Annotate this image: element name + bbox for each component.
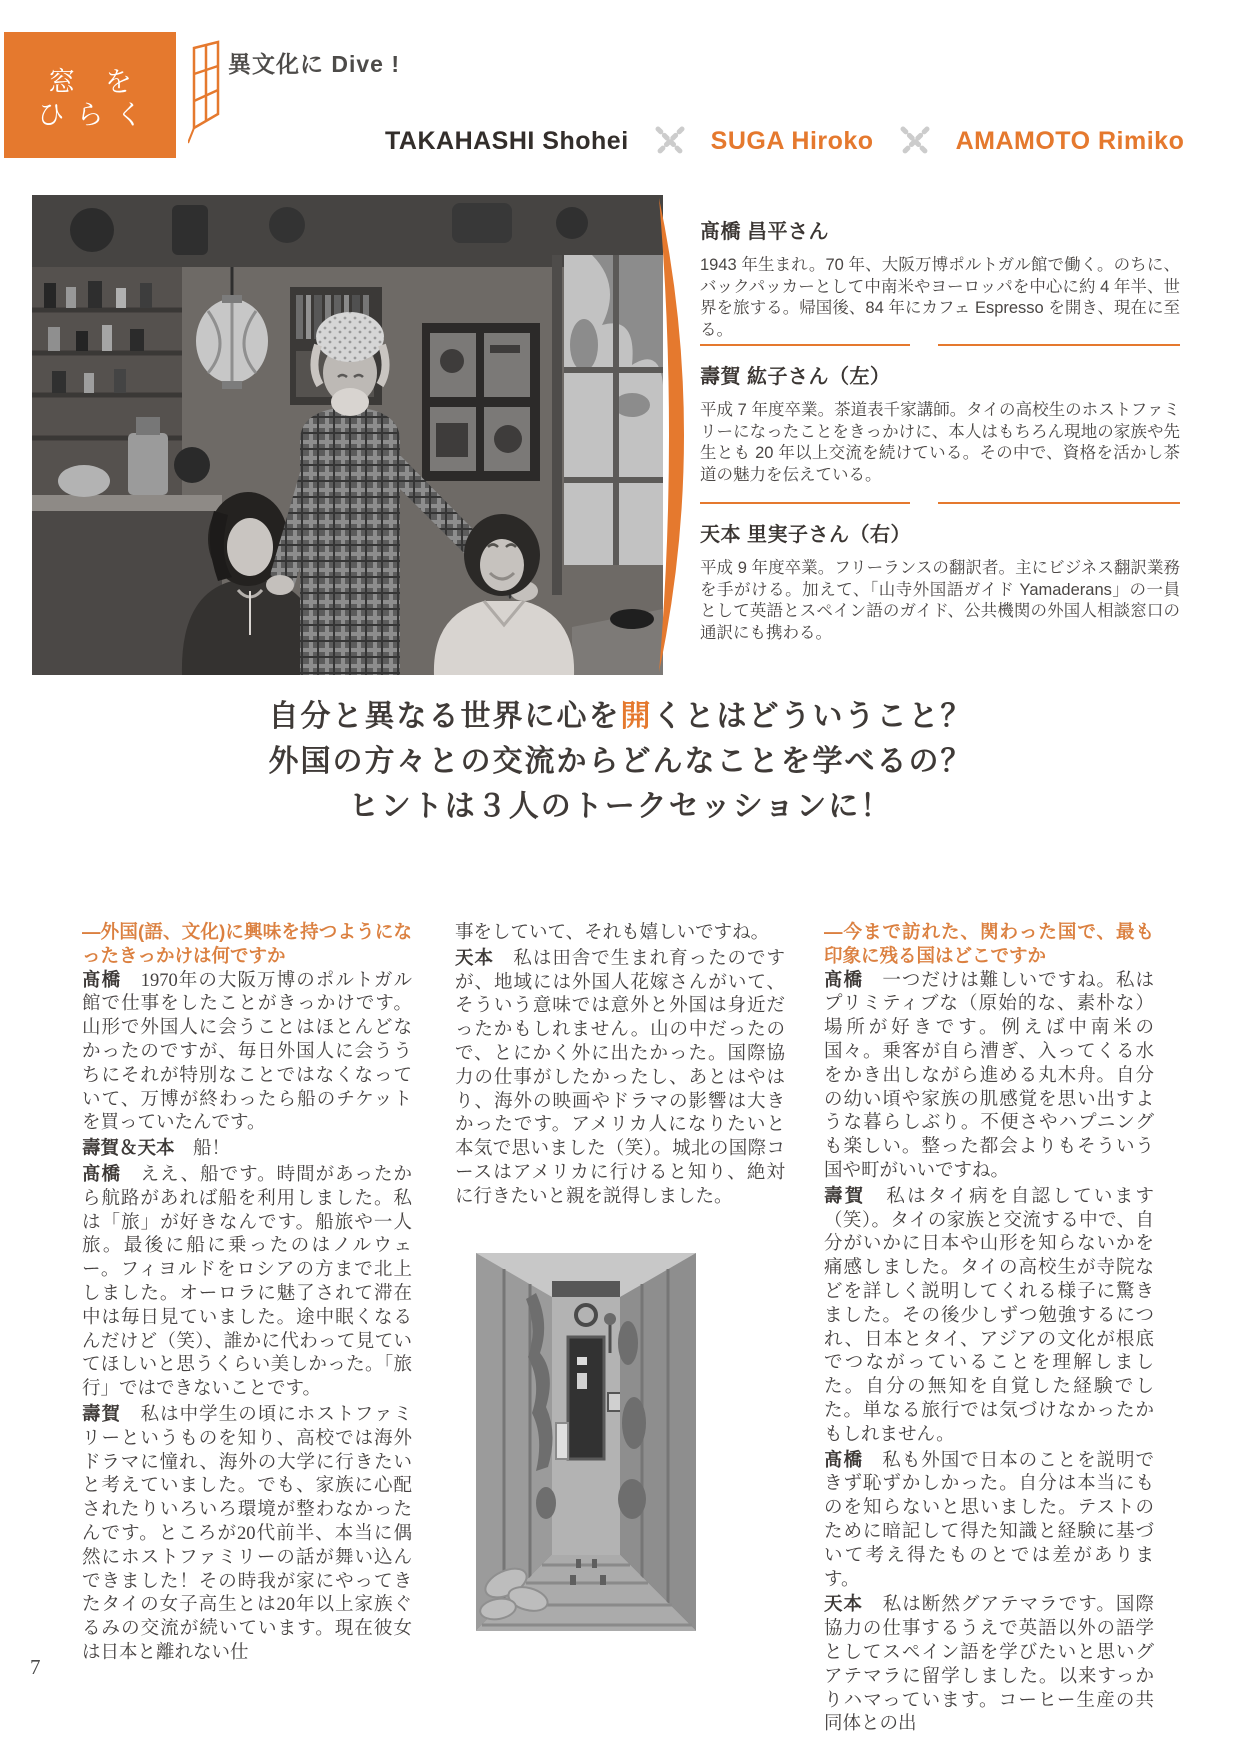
headline-line3: ヒントは３人のトークセッションに！ <box>348 790 893 823</box>
open-window-icon <box>188 40 222 144</box>
speaker-label: 髙橋 <box>824 968 863 990</box>
interview-question: —外国(語、文化)に興味を持つようになったきっかけは何ですか <box>82 921 412 966</box>
group-photo <box>32 195 663 675</box>
profile-bio: 1943 年生まれ。70 年、大阪万博ポルトガル館で働く。のちに、バックパッカーとして中南米やヨーロッパを中心に約 4 年半、世界を旅する。帰国後、84 年にカフェ Espresso を開き、現在に至る。 <box>700 256 1180 339</box>
page-number: 7 <box>30 1655 41 1679</box>
profile-amamoto <box>700 518 1180 644</box>
headline-line2: 外国の方々との交流からどんなことを学べるの？ <box>268 745 973 778</box>
headline-line1: 自分と異なる世界に心を開くとはどういうこと？ <box>268 700 973 733</box>
interview-paragraph: 壽賀＆天本 船！ <box>82 1137 231 1160</box>
profile-name: 壽賀 紘子さん（左） <box>700 366 891 388</box>
highlighted-character: 開 <box>620 700 653 733</box>
profile-divider <box>700 344 910 346</box>
profile-divider <box>938 502 1180 504</box>
speaker-label: 髙橋 <box>82 968 122 990</box>
interview-question: —今まで訪れた、関わった国で、最も印象に残る国はどこですか <box>824 921 1154 966</box>
speaker-label: 壽賀＆天本 <box>82 1137 175 1159</box>
interview-paragraph: 髙橋 1970年の大阪万博のポルトガル館で仕事をしたことがきっかけです。山形で外国人に会うことはほとんどなかったのですが、毎日外国人に会ううちにそれが特別なことではなくなっていて、万博が終わったら船のチケットを買っていたんです。 <box>82 968 412 1134</box>
profile-name: 髙橋 昌平さん <box>700 221 830 243</box>
interview-paragraph: 天本 私は田舎で生まれ育ったのですが、地域には外国人花嫁さんがいて、そういう意味では意外と外国は身近だったかもしれません。山の中だったので、とにかく外に出たかった。国際協力の仕事がしたかったし、あとはやはり、海外の映画やドラマの影響は大きかったです。アメリカ人になりたいと本気で思いました（笑）。城北の国際コースはアメリカに行けると知り、絶対に行きたいと親を説得しました。 <box>455 946 785 1207</box>
profile-suga <box>700 360 1180 486</box>
profile-takahashi <box>700 215 1180 341</box>
speaker-label: 壽賀 <box>824 1184 866 1206</box>
logo-text-line2: ひらく <box>37 100 155 131</box>
magazine-corner-logo <box>4 32 176 158</box>
alley-photo <box>476 1253 696 1631</box>
interview-paragraph: 髙橋 一つだけは難しいですね。私はプリミティブな（原始的な、素朴な）場所が好きです。例えば中南米の国々。乗客が自ら漕ぎ、入ってくる水をかき出しながら進める丸木舟。自分の幼い頃や家族の肌感覚を思い出すような暮らしぶり。不便さやハプニングも楽しい。整った都会よりもそういう国や町がいいですね。 <box>824 968 1154 1181</box>
name-amamoto: AMAMOTO Rimiko <box>955 126 1185 155</box>
interview-paragraph: 壽賀 私は中学生の頃にホストファミリーというものを知り、高校では海外ドラマに憧れ、海外の大学に行きたいと考えていました。でも、家族に心配されたりいろいろ環境が整わなかったんです。ところが20代前半、本当に偶然にホストファミリーの話が舞い込んできました！その時我が家にやってきたタイの女子高生とは20年以上家族ぐるみの交流が続いています。現在彼女は日本と離れない仕 <box>82 1402 412 1663</box>
profile-name: 天本 里実子さん（右） <box>700 524 912 546</box>
section-title: 異文化に Dive ! <box>228 51 401 77</box>
cross-separator-icon <box>900 126 930 156</box>
interview-paragraph: 髙橋 私も外国で日本のことを説明できず恥ずかしかった。自分は本当にものを知らないと思いました。テストのために暗記して得た知識と経験に基づいて考え得たものとでは差があります。 <box>824 1448 1154 1590</box>
name-takahashi: TAKAHASHI Shohei <box>385 126 629 155</box>
name-suga: SUGA Hiroko <box>710 126 874 155</box>
speaker-label: 髙橋 <box>824 1448 863 1470</box>
speaker-label: 天本 <box>455 946 494 968</box>
orange-crescent-accent <box>658 198 688 672</box>
speaker-label: 髙橋 <box>82 1162 122 1184</box>
article-column-2 <box>455 920 785 1210</box>
article-column-1 <box>82 920 412 1666</box>
article-column-3 <box>824 920 1154 1737</box>
profile-bio: 平成 9 年度卒業。フリーランスの翻訳者。主にビジネス翻訳業務を手がける。加えて、「山寺外国語ガイド Yamaderans」の一員として英語とスペイン語のガイド、公共機関の外国人相談窓口の通訳にも携わる。 <box>700 559 1180 642</box>
interviewee-names <box>385 126 1184 156</box>
speaker-label: 天本 <box>824 1593 864 1615</box>
profile-divider <box>700 502 910 504</box>
speaker-label: 壽賀 <box>82 1402 122 1424</box>
interview-paragraph: 天本 私は断然グアテマラです。国際協力の仕事するうえで英語以外の語学としてスペイン語を学びたいと思いグアテマラに留学しました。以来すっかりハマっています。コーヒー生産の共同体との出 <box>824 1593 1154 1735</box>
interview-paragraph: 壽賀 私はタイ病を自認しています（笑）。タイの家族と交流する中で、自分がいかに日本や山形を知らないかを痛感しました。タイの高校生が寺院などを詳しく説明してくれる様子に驚きました。その後少しずつ勉強するにつれ、日本とタイ、アジアの文化が根底でつながっていることを理解しました。自分の無知を自覚した経験でした。単なる旅行では気づけなかったかもしれません。 <box>824 1184 1154 1445</box>
profile-divider <box>938 344 1180 346</box>
interview-paragraph: 髙橋 ええ、船です。時間があったから航路があれば船を利用しました。私は「旅」が好きなんです。船旅や一人旅。最後に船に乗ったのはノルウェー。フィヨルドをロシアの方まで北上しました。オーロラに魅了されて滞在中は毎日見ていました。途中眠くなるんだけど（笑）、誰かに代わって見ていてほしいと思うくらい美しかった。「旅行」ではできないことです。 <box>82 1162 412 1400</box>
cross-separator-icon <box>655 126 685 156</box>
interview-paragraph: 事をしていて、それも嬉しいですね。 <box>455 923 770 943</box>
lead-headline <box>0 694 1241 829</box>
profile-bio: 平成 7 年度卒業。茶道表千家講師。タイの高校生のホストファミリーになったことをきっかけに、本人はもちろん現地の家族や先生とも 20 年以上交流を続けている。その中で、資格を活かし茶道の魅力を伝えている。 <box>700 401 1180 484</box>
logo-text-line1: 窓を <box>48 67 162 97</box>
